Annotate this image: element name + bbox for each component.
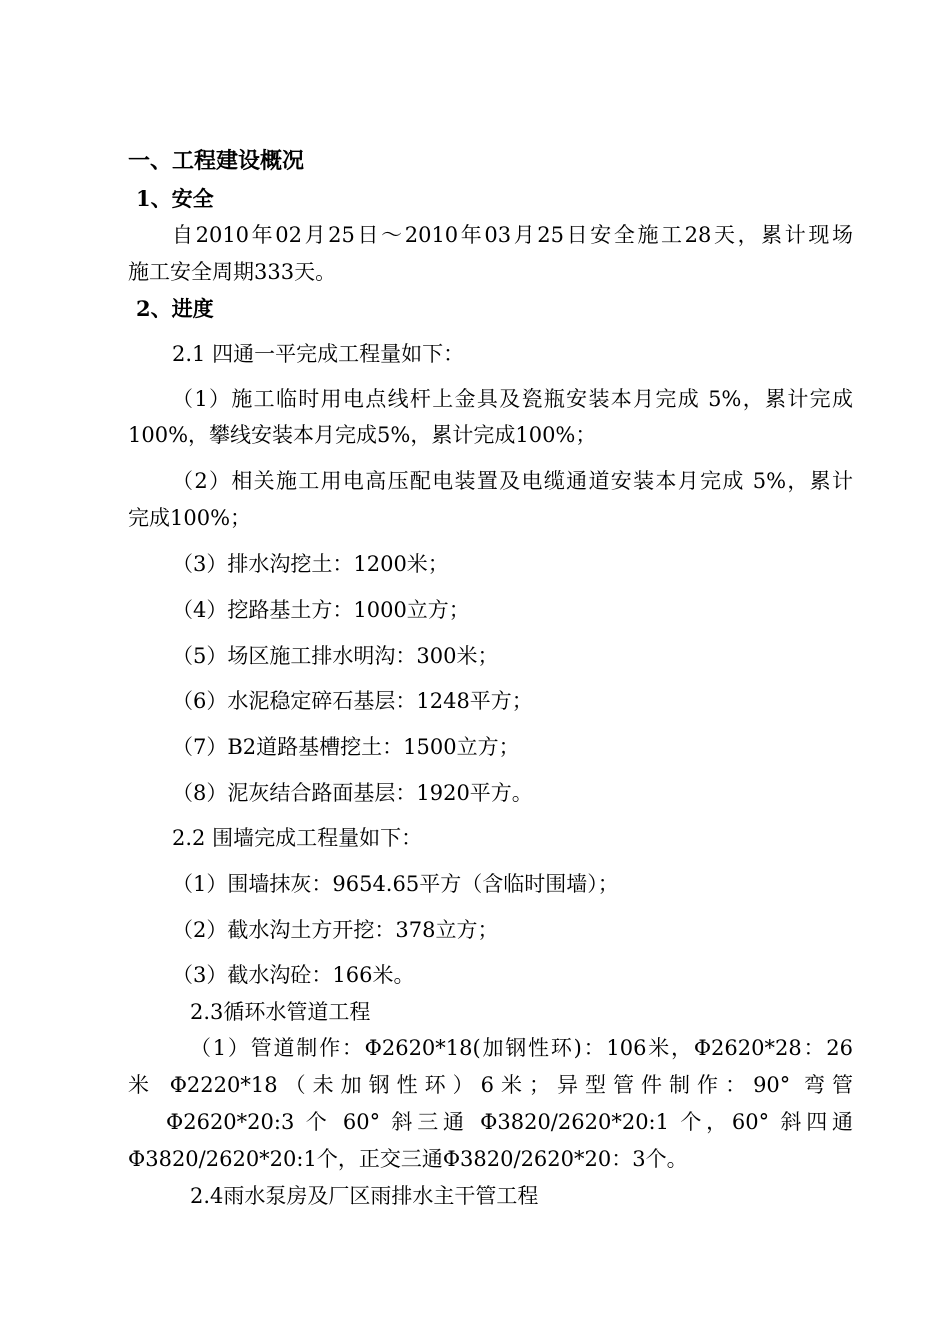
- subsection-2-4-title: 2.4雨水泵房及厂区雨排水主干管工程: [190, 1184, 539, 1208]
- item-2-3-line-4: Φ3820/2620*20:1个，正交三通Φ3820/2620*20：3个。: [128, 1147, 688, 1171]
- item-2-1-2-line-1: （2）相关施工用电高压配电装置及电缆通道安装本月完成 5%，累计: [172, 469, 853, 493]
- subsection-2-2-title: 2.2 围墙完成工程量如下：: [172, 826, 423, 850]
- item-2-1-4: （4）挖路基土方：1000立方；: [172, 598, 470, 622]
- safety-text-line-1: 自2010年02月25日～2010年03月25日安全施工28天，累计现场: [172, 223, 853, 247]
- item-2-1-1-line-1: （1）施工临时用电点线杆上金具及瓷瓶安装本月完成 5%，累计完成: [172, 387, 853, 411]
- subsection-2-3-title: 2.3循环水管道工程: [190, 1000, 371, 1024]
- item-2-2-2: （2）截水沟土方开挖：378立方；: [172, 918, 499, 942]
- safety-text-line-2: 施工安全周期333天。: [128, 260, 337, 284]
- item-2-1-8: （8）泥灰结合路面基层：1920平方。: [172, 781, 533, 805]
- item-2-1-1-line-2: 100%，攀线安装本月完成5%，累计完成100%；: [128, 423, 597, 447]
- item-2-1-7: （7）B2道路基槽挖土：1500立方；: [172, 735, 520, 759]
- section-heading: 一、工程建设概况: [128, 148, 305, 174]
- item-2-1-3: （3）排水沟挖土：1200米；: [172, 552, 449, 576]
- item-2-3-line-3: Φ2620*20:3 个 60° 斜三通 Φ3820/2620*20:1 个，60° 斜四通: [166, 1110, 853, 1134]
- subsection-2-1-title: 2.1 四通一平完成工程量如下：: [172, 342, 465, 366]
- item-2-3-line-1: （1）管道制作：Φ2620*18(加钢性环)：106米，Φ2620*28：26: [190, 1036, 853, 1060]
- item-2-2-1: （1）围墙抹灰：9654.65平方（含临时围墙）；: [172, 872, 619, 896]
- safety-title: 1、安全: [136, 186, 214, 211]
- item-2-3-line-2: 米 Φ2220*18（未加钢性环）6米；异型管件制作：90° 弯管: [128, 1073, 853, 1097]
- item-2-1-5: （5）场区施工排水明沟：300米；: [172, 644, 499, 668]
- progress-title: 2、进度: [136, 296, 214, 321]
- item-2-1-6: （6）水泥稳定碎石基层：1248平方；: [172, 689, 533, 713]
- item-2-2-3: （3）截水沟砼：166米。: [172, 963, 415, 987]
- item-2-1-2-line-2: 完成100%；: [128, 506, 252, 530]
